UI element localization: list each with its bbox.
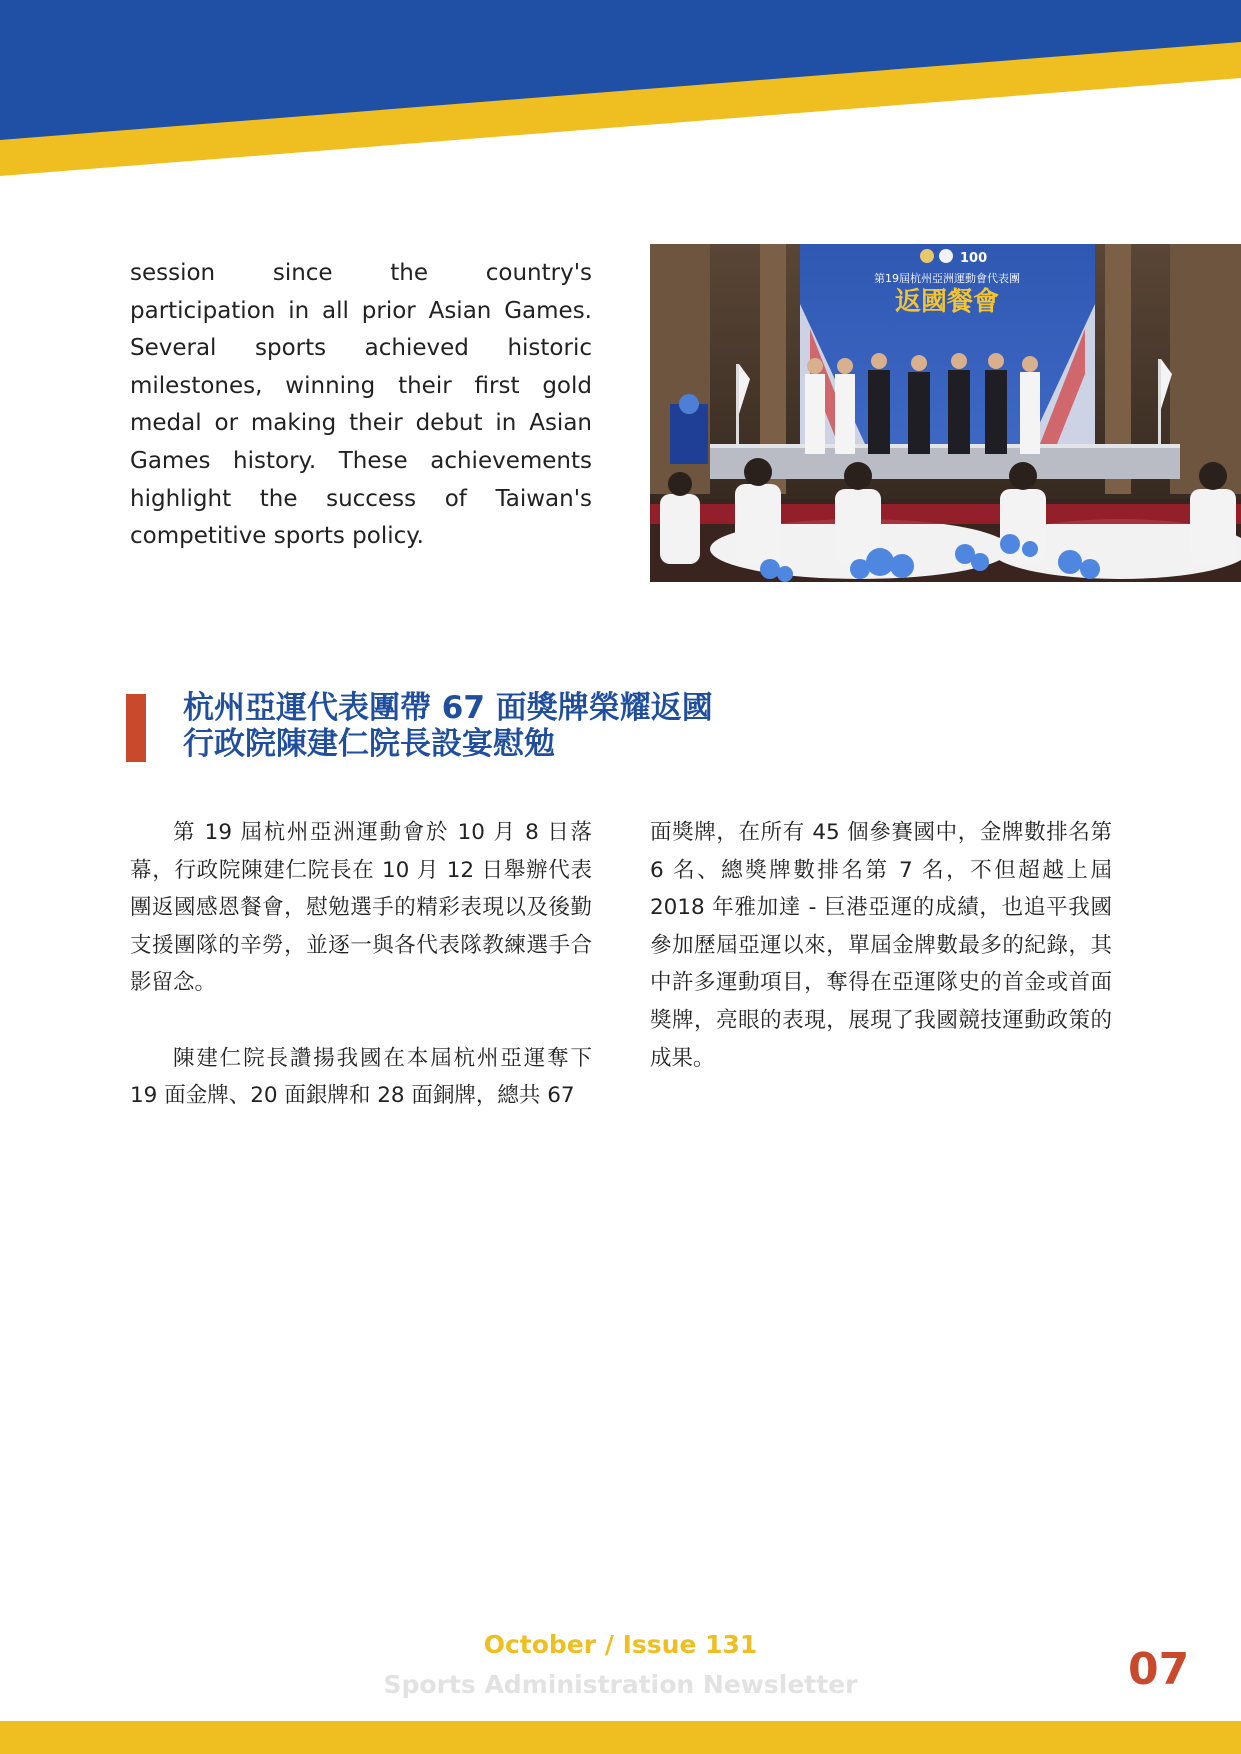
article-column-right (650, 814, 1112, 1115)
page-number: 07 (1128, 1644, 1190, 1695)
backdrop-subtitle: 第19屆杭州亞洲運動會代表團 (874, 272, 1020, 285)
article-paragraph-1: 第 19 屆杭州亞洲運動會於 10 月 8 日落幕，行政院陳建仁院長在 10 月 12 日舉辦代表團返國感恩餐會，慰勉選手的精彩表現以及後勤支援團隊的辛勞，並逐一與各代表隊教練選手合影留念。 (130, 820, 592, 996)
title-accent-bar (126, 694, 146, 762)
footer-bar (0, 1721, 1241, 1754)
article-paragraph-2: 陳建仁院長讚揚我國在本屆杭州亞運奪下 19 面金牌、20 面銀牌和 28 面銅牌，總共 67 (130, 1045, 592, 1109)
article-column-left (130, 814, 592, 1152)
article-title-line-2: 行政院陳建仁院長設宴慰勉 (183, 726, 555, 762)
footer-issue: October / Issue 131 (483, 1630, 758, 1659)
english-paragraph: session since the country's participation in all prior Asian Games. Several sports achieved historic milestones, winning their first gold medal or making their debut in Asian Games history. These achievements highlight the success of Taiwan's competitive sports policy. (130, 260, 592, 550)
footer-newsletter-name: Sports Administration Newsletter (383, 1670, 858, 1699)
article-paragraph-3: 面獎牌，在所有 45 個參賽國中，金牌數排名第 6 名、總獎牌數排名第 7 名，不但超越上屆 2018 年雅加達 - 巨港亞運的成績，也追平我國參加歷屆亞運以來，單屆金牌數最多的紀錄，其中許多運動項目，奪得在亞運隊史的首金或首面獎牌，亮眼的表現，展現了我國競技運動政策的成果。 (650, 820, 1112, 1071)
backdrop-title: 返國餐會 (894, 287, 1000, 317)
banquet-photo-illustration (650, 244, 1241, 582)
article-title-line-1: 杭州亞運代表團帶 67 面獎牌榮耀返國 (183, 690, 713, 726)
backdrop-logo-text: 100 (960, 251, 988, 266)
header-banner (0, 0, 1241, 180)
article-title (183, 690, 883, 762)
banquet-photo (650, 244, 1241, 582)
